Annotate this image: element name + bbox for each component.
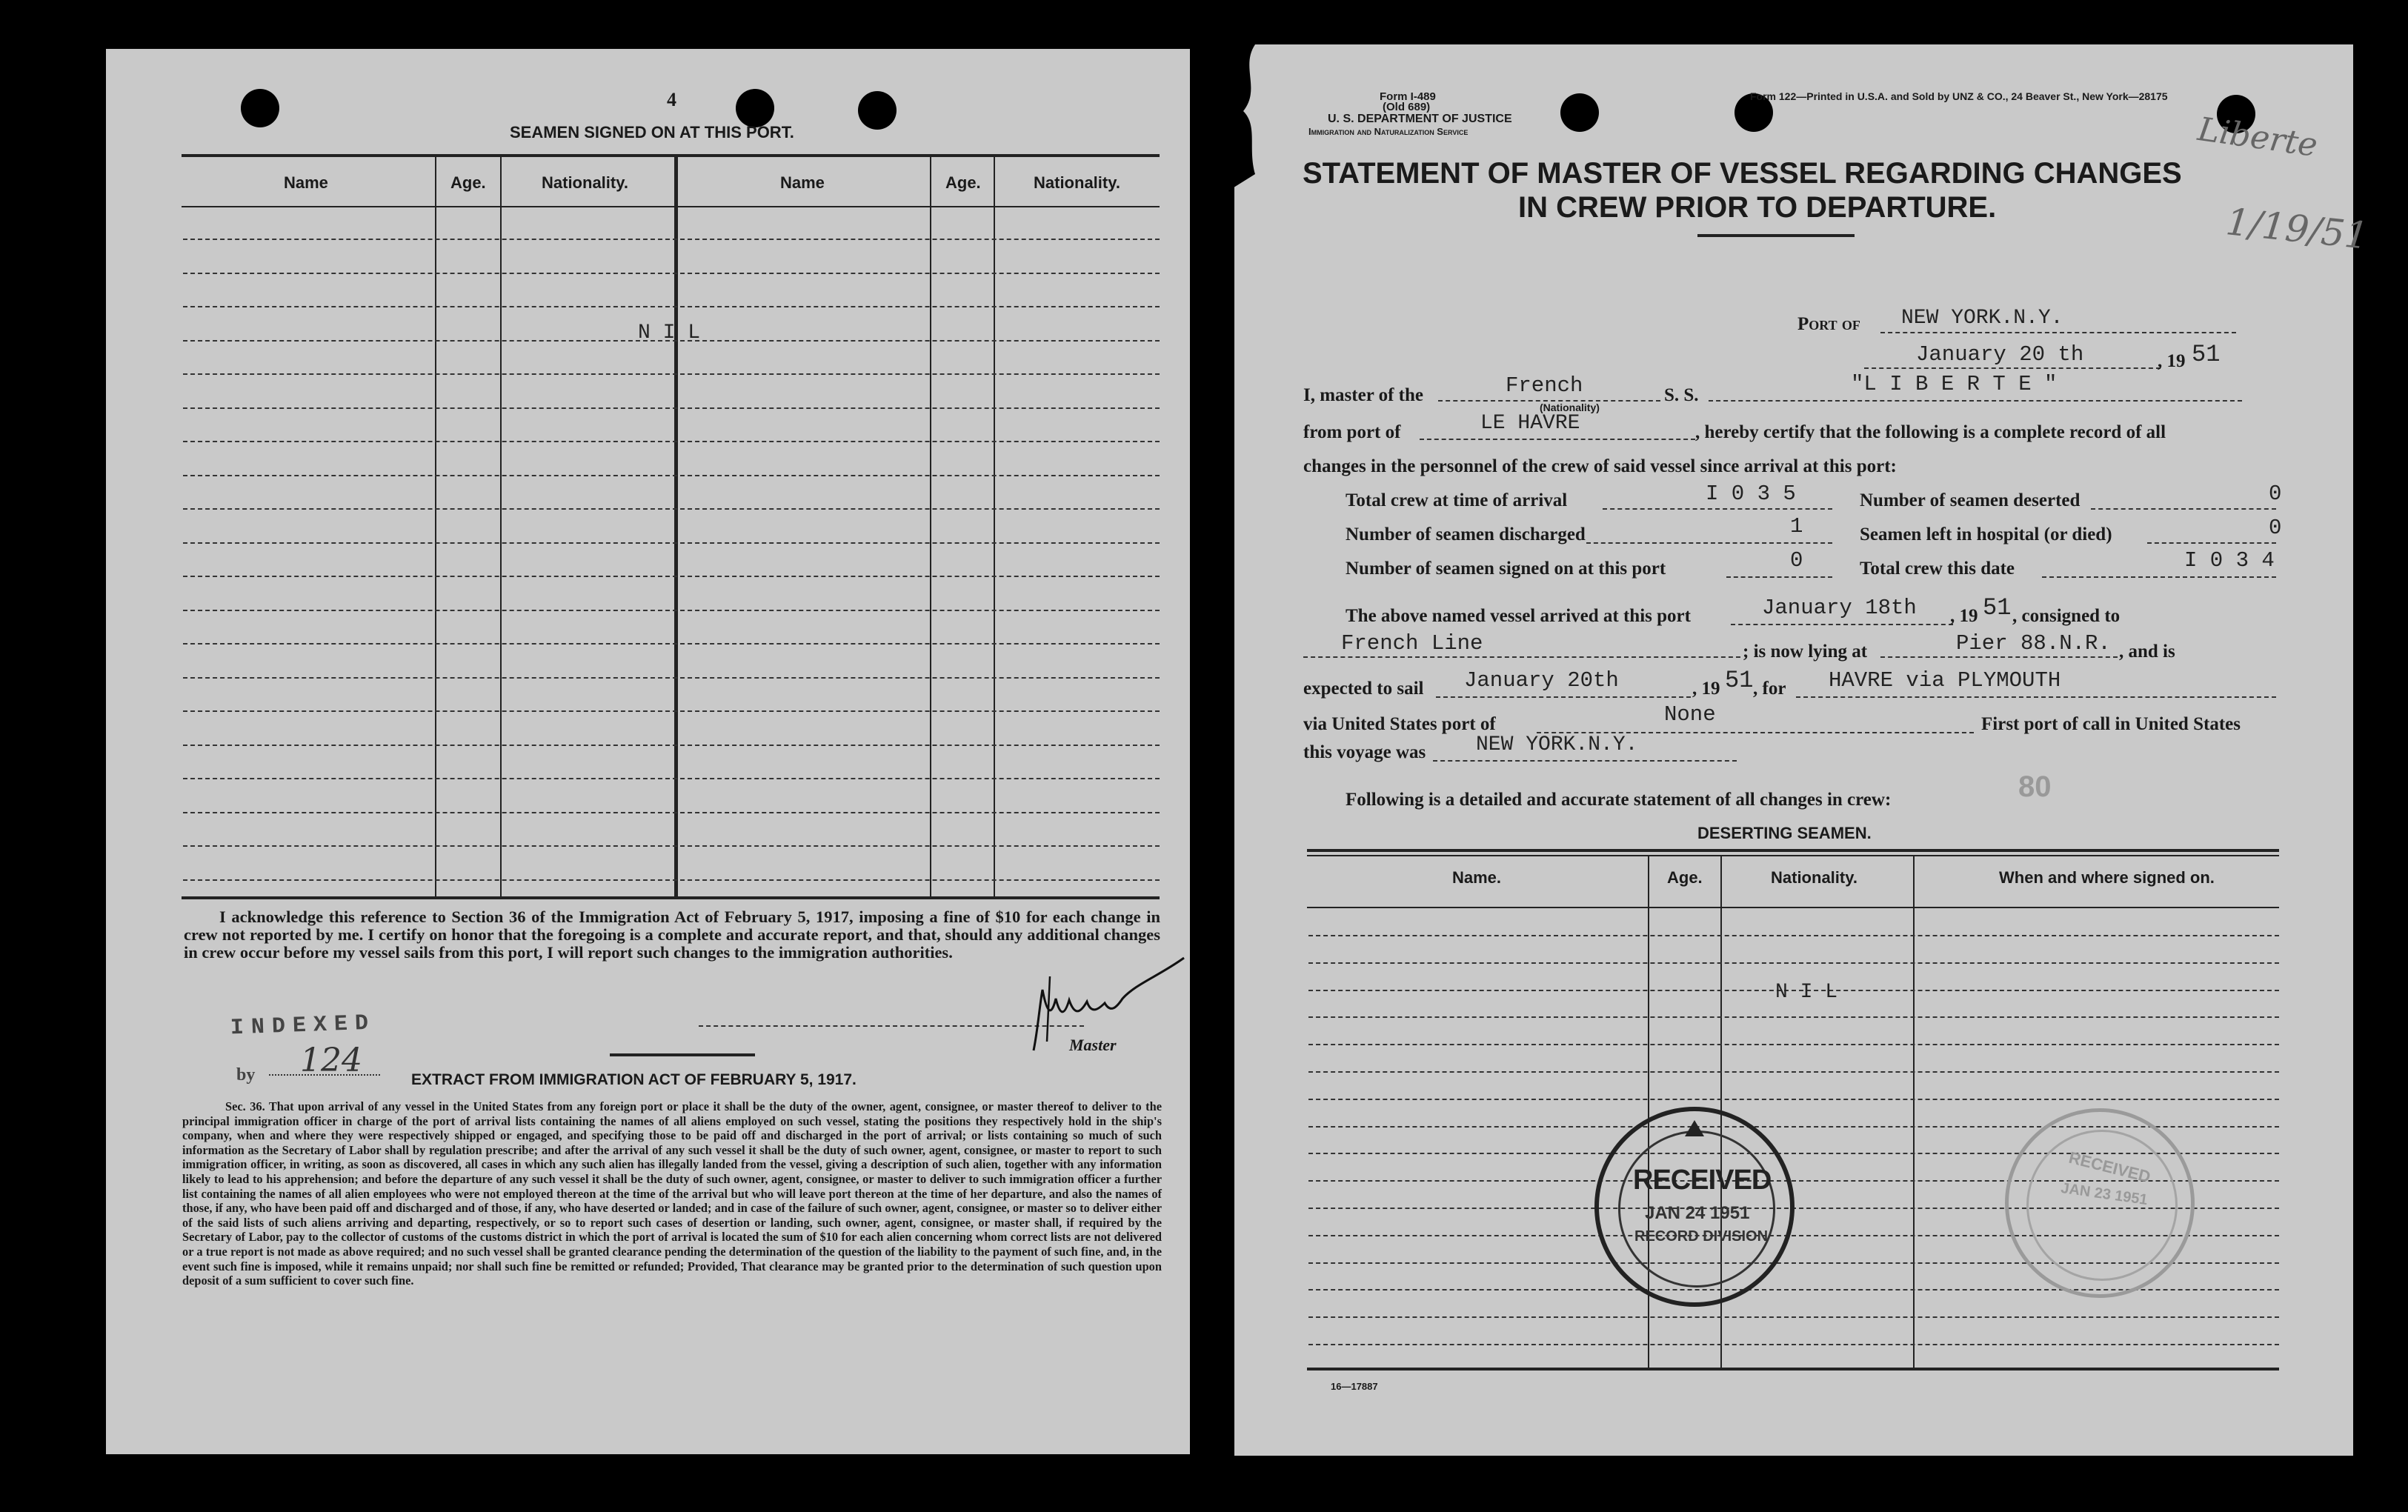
table-row-line xyxy=(183,273,1160,274)
ship-name: "L I B E R T E " xyxy=(1851,372,2058,396)
lying-line xyxy=(1880,656,2118,658)
punch-hole xyxy=(858,91,897,130)
certify-text: , hereby certify that the following is a complete record of all xyxy=(1695,422,2166,442)
received-stamp-title: RECEIVED xyxy=(1633,1165,1772,1196)
from-port-value: LE HAVRE xyxy=(1480,412,1580,435)
date-line xyxy=(1864,367,2161,369)
col-header-age: Age. xyxy=(945,173,981,192)
col-divider xyxy=(930,157,931,896)
table-row-line xyxy=(1308,1016,2279,1018)
signed-on-value: 0 xyxy=(1790,548,1803,573)
department: U. S. DEPARTMENT OF JUSTICE xyxy=(1328,113,1512,125)
consignee-value: French Line xyxy=(1341,631,1483,656)
total-crew-arrival-label: Total crew at time of arrival xyxy=(1346,490,1568,510)
table-row-line xyxy=(183,508,1160,510)
desert-col-nationality: Nationality. xyxy=(1771,868,1857,887)
discharged-value: 1 xyxy=(1790,514,1803,539)
port-of-label: Port of xyxy=(1797,314,1860,334)
deserted-line xyxy=(2091,508,2276,510)
total-crew-date-label: Total crew this date xyxy=(1860,559,2015,579)
arrived-value: January 18th xyxy=(1762,596,1917,620)
nationality-caption: (Nationality) xyxy=(1540,402,1600,413)
voyage-label: this voyage was xyxy=(1303,742,1426,762)
consigned-label: , consigned to xyxy=(2012,606,2121,626)
hospital-line xyxy=(2147,542,2276,544)
master-of-label: I, master of the xyxy=(1303,385,1423,405)
signed-on-label: Number of seamen signed on at this port xyxy=(1346,559,1666,579)
col-header-age: Age. xyxy=(450,173,486,192)
left-page xyxy=(106,49,1190,1454)
from-port-line xyxy=(1420,439,1695,440)
faint-stamp xyxy=(2005,1108,2195,1298)
stamp-number: 80 xyxy=(2018,770,2052,803)
via-label: via United States port of xyxy=(1303,714,1496,734)
table-row-line xyxy=(1308,962,2279,964)
hospital-value: 0 xyxy=(2269,516,2282,540)
faint-stamp-title: RECEIVED xyxy=(2066,1148,2152,1187)
indexed-underline xyxy=(269,1074,380,1076)
torn-edge xyxy=(1225,44,1270,193)
table-row-line xyxy=(183,745,1160,746)
extract-text: Sec. 36. That upon arrival of any vessel in the United States from any foreign port or place it shall be the duty of the owner, agent, consignee, or master thereof to deliver to the principal immigration officer in charge of the port of arrival lists containing the names of all aliens employed on such vessel, stating the positions they respectively hold in the ship's company, when and where they were respectively shipped or engaged, and specifying those to be paid off and discharged in the port of arrival; or lists containing so much of such information as the Secretary of Labor shall by regulation prescribe; and after the arrival of any such vessel it shall be the duty of such owner, agent, consignee, or master to report to such immigration officer, in writing, as soon as discovered, all cases in which any such alien has illegally landed from the vessel, giving a description of such alien, together with any information likely to lead to his apprehension; and before the departure of any such vessel it shall be the duty of such owner, agent, consignee, or master to deliver to such immigration officer a further list containing the names of all alien employees who were not employed thereon at the time of the arrival but who will leave port thereon at the time of her departure, and also the names of those, if any, who have been paid off and discharged and of those, if any, who have deserted or landed; and in case of the failure of such owner, agent, consignee, or master so to deliver either of the said lists of such aliens arriving and departing, respectively, or so to report such cases of desertion or landing, such owner, agent, consignee, or master shall, if required by the Secretary of Labor, pay to the collector of customs of the customs district in which the port of arrival is located the sum of $10 for each alien concerning whom correct lists are not delivered or a true report is not made as above required; and no such vessel shall be granted clearance pending the determination of the question of the liability to the payment of such fine, and, in the event such fine is imposed, while it remains unpaid; nor shall such fine be remitted or refunded; Provided, That clearance may be granted prior to the determination of such question upon deposit of a sum sufficient to cover such fine. xyxy=(182,1099,1162,1288)
indexed-stamp: INDEXED xyxy=(230,1010,376,1042)
lying-value: Pier 88.N.R. xyxy=(1956,631,2111,656)
lying-label: ; is now lying at xyxy=(1743,642,1868,662)
table-row-line xyxy=(183,710,1160,712)
arrived-label: The above named vessel arrived at this port xyxy=(1346,606,1691,626)
desert-header-rule xyxy=(1307,907,2279,908)
expected-line xyxy=(1436,696,1691,698)
desert-col-name: Name. xyxy=(1452,868,1502,887)
desert-table-top2 xyxy=(1307,855,2279,856)
punch-hole xyxy=(736,89,774,127)
deserted-value: 0 xyxy=(2269,482,2282,506)
voyage-line xyxy=(1433,760,1737,762)
arrived-year-prefix: , 19 xyxy=(1950,606,1978,626)
discharged-label: Number of seamen discharged xyxy=(1346,524,1586,544)
table-row-line xyxy=(183,643,1160,645)
table-row-line xyxy=(183,373,1160,375)
table-row-line xyxy=(1308,1344,2279,1345)
arrived-line xyxy=(1731,624,1953,625)
page-number: 4 xyxy=(667,89,676,110)
acknowledgement-text: I acknowledge this reference to Section 36 of the Immigration Act of February 5, 1917, imposing a fine of $10 for each change in crew not reported by me. I certify on honor that the foregoing is a complete and accurate report, and that, should any additional changes in crew occur before my vessel sails from this port, I will report such changes to the immigration authorities. xyxy=(184,907,1160,962)
punch-hole xyxy=(241,89,279,127)
port-of-line xyxy=(1880,332,2236,333)
col-header-nationality: Nationality. xyxy=(542,173,628,192)
total-crew-arrival-value: I 0 3 5 xyxy=(1706,482,1796,506)
table-row-line xyxy=(1308,1099,2279,1100)
right-page xyxy=(1234,44,2371,1456)
footer-code: 16—17887 xyxy=(1331,1381,1378,1392)
form-number: Form I-489 xyxy=(1380,90,1436,103)
indexed-by-label: by xyxy=(236,1065,256,1085)
changes-text: changes in the personnel of the crew of said vessel since arrival at this port: xyxy=(1303,456,1897,476)
form-title-line1: STATEMENT OF MASTER OF VESSEL REGARDING CHANGES xyxy=(1303,157,2182,190)
table-row-line xyxy=(183,610,1160,611)
table-row-line xyxy=(183,407,1160,409)
consignee-line xyxy=(1303,656,1740,658)
col-header-name: Name xyxy=(780,173,825,192)
deserted-label: Number of seamen deserted xyxy=(1860,490,2081,510)
table-row-line xyxy=(183,542,1160,544)
port-of-value: NEW YORK.N.Y. xyxy=(1901,307,2063,330)
indexed-number: 124 xyxy=(300,1042,362,1079)
nationality-value: French xyxy=(1506,373,1583,398)
table-row-line xyxy=(183,576,1160,577)
destination-line xyxy=(1796,696,2276,698)
received-stamp xyxy=(1594,1107,1795,1307)
arrow-up-icon xyxy=(1685,1120,1704,1142)
col-divider xyxy=(500,157,502,896)
handwritten-date: 1/19/51 xyxy=(2224,200,2371,258)
for-label: , for xyxy=(1753,679,1786,699)
expected-year: 51 xyxy=(1725,667,1754,694)
crew-date-line xyxy=(2042,576,2276,578)
date-value: January 20 th xyxy=(1916,342,2084,367)
table-row-line xyxy=(183,475,1160,476)
following-text: Following is a detailed and accurate statement of all changes in crew: xyxy=(1346,790,1892,810)
col-header-nationality: Nationality. xyxy=(1034,173,1120,192)
extract-title: EXTRACT FROM IMMIGRATION ACT OF FEBRUARY 5, 1917. xyxy=(411,1071,857,1088)
table-row-line xyxy=(1308,935,2279,936)
table-row-line xyxy=(183,441,1160,442)
table-row-line xyxy=(183,845,1160,847)
table-row-line xyxy=(183,778,1160,779)
table-row-line xyxy=(183,879,1160,881)
desert-table-top xyxy=(1307,849,2279,852)
deserting-title: DESERTING SEAMEN. xyxy=(1697,824,1872,842)
signed-on-line xyxy=(1726,576,1832,578)
faint-stamp-date: JAN 23 1951 xyxy=(2060,1179,2149,1209)
expected-label: expected to sail xyxy=(1303,679,1424,699)
col-divider xyxy=(994,157,995,896)
received-stamp-division: RECORD DIVISION xyxy=(1634,1228,1769,1245)
desert-table-bottom xyxy=(1307,1368,2279,1371)
voyage-value: NEW YORK.N.Y. xyxy=(1476,733,1638,756)
form-title-line2: IN CREW PRIOR TO DEPARTURE. xyxy=(1518,191,1997,224)
ship-name-line xyxy=(1709,400,2242,402)
table-row-line xyxy=(1308,1044,2279,1045)
desert-col-signed: When and where signed on. xyxy=(1999,868,2215,887)
col-divider xyxy=(435,157,436,896)
first-port-label: First port of call in United States xyxy=(1981,714,2241,734)
crew-arrival-line xyxy=(1603,508,1832,510)
year-value: 51 xyxy=(2192,341,2221,368)
table-row-line xyxy=(183,306,1160,307)
expected-year-prefix: , 19 xyxy=(1692,679,1720,699)
year-prefix: , 19 xyxy=(2158,351,2186,371)
from-port-label: from port of xyxy=(1303,422,1401,442)
handwritten-ship-name: Liberte xyxy=(2195,110,2321,165)
col-divider-center xyxy=(674,157,678,896)
received-stamp-date: JAN 24 1951 xyxy=(1645,1203,1750,1223)
col-header-name: Name xyxy=(284,173,328,192)
punch-hole xyxy=(1560,93,1599,132)
total-crew-date-value: I 0 3 4 xyxy=(2184,548,2275,573)
hospital-label: Seamen left in hospital (or died) xyxy=(1860,524,2112,544)
printer-note: Form 122—Printed in U.S.A. and Sold by UNZ & CO., 24 Beaver St., New York—28175 xyxy=(1750,90,2168,102)
service: Immigration and Naturalization Service xyxy=(1308,126,1469,137)
form-old-number: (Old 689) xyxy=(1383,101,1431,113)
master-label: Master xyxy=(1069,1036,1117,1054)
left-title: SEAMEN SIGNED ON AT THIS PORT. xyxy=(510,123,794,141)
expected-value: January 20th xyxy=(1464,668,1619,693)
table-header-rule xyxy=(182,206,1160,207)
title-underline xyxy=(1697,234,1855,237)
extract-rule xyxy=(610,1053,755,1056)
discharged-line xyxy=(1586,542,1832,544)
desert-col-age: Age. xyxy=(1667,868,1703,887)
ss-label: S. S. xyxy=(1664,385,1699,405)
table-row-line xyxy=(183,812,1160,813)
and-is-label: , and is xyxy=(2119,642,2175,662)
destination-value: HAVRE via PLYMOUTH xyxy=(1829,668,2061,693)
nil-entry: N I L xyxy=(638,322,701,344)
table-bottom-rule xyxy=(182,896,1160,899)
arrived-year: 51 xyxy=(1983,594,2012,622)
table-top-rule xyxy=(182,154,1160,157)
faint-stamp-inner xyxy=(2026,1130,2178,1281)
table-row-line xyxy=(183,677,1160,679)
desert-col-divider xyxy=(1913,856,1915,1368)
table-row-line xyxy=(1308,1316,2279,1318)
table-row-line xyxy=(1308,1071,2279,1073)
desert-nil-entry: N I L xyxy=(1775,981,1838,1004)
table-row-line xyxy=(183,239,1160,240)
via-value: None xyxy=(1664,702,1716,727)
